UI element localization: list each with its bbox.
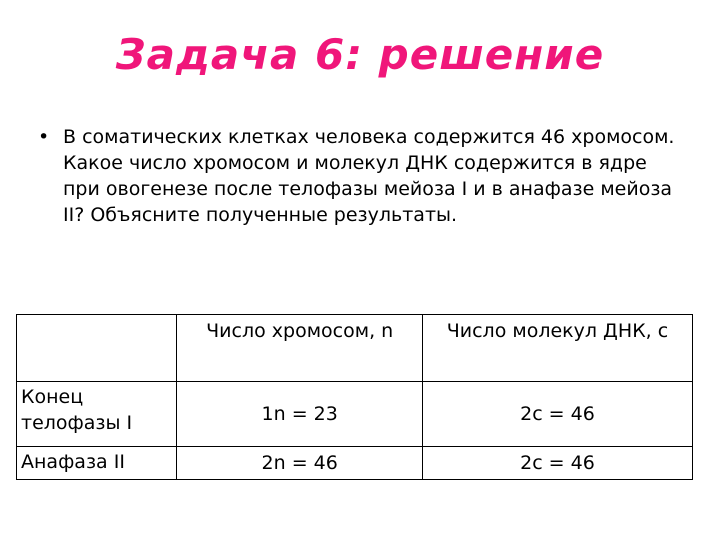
table-header-dna: Число молекул ДНК, с [422, 315, 692, 382]
table-header-row [17, 315, 693, 382]
stage-label: Конец телофазы I [17, 382, 177, 447]
task-text-content: В соматических клетках человека содержится 46 хромосом. Какое число хромосом и молекул ДНК содержится в ядре при овогенезе после телофазы мейоза I и в анафазе мейоза II? Объясните полученные результаты. [63, 126, 675, 226]
bullet-icon: • [38, 126, 50, 148]
table-header-empty [17, 315, 177, 382]
table-header-chromosomes: Число хромосом, n [177, 315, 423, 382]
stage-label: Анафаза II [17, 447, 177, 480]
task-text [38, 124, 678, 228]
table-row [17, 447, 693, 480]
dna-value: 2c = 46 [422, 447, 692, 480]
dna-value: 2c = 46 [422, 382, 692, 447]
slide-title: Задача 6: решение [115, 30, 605, 79]
chromosome-value: 2n = 46 [177, 447, 423, 480]
bullet-list [38, 124, 678, 228]
chromosome-value: 1n = 23 [177, 382, 423, 447]
table-row [17, 382, 693, 447]
results-table [16, 314, 693, 480]
